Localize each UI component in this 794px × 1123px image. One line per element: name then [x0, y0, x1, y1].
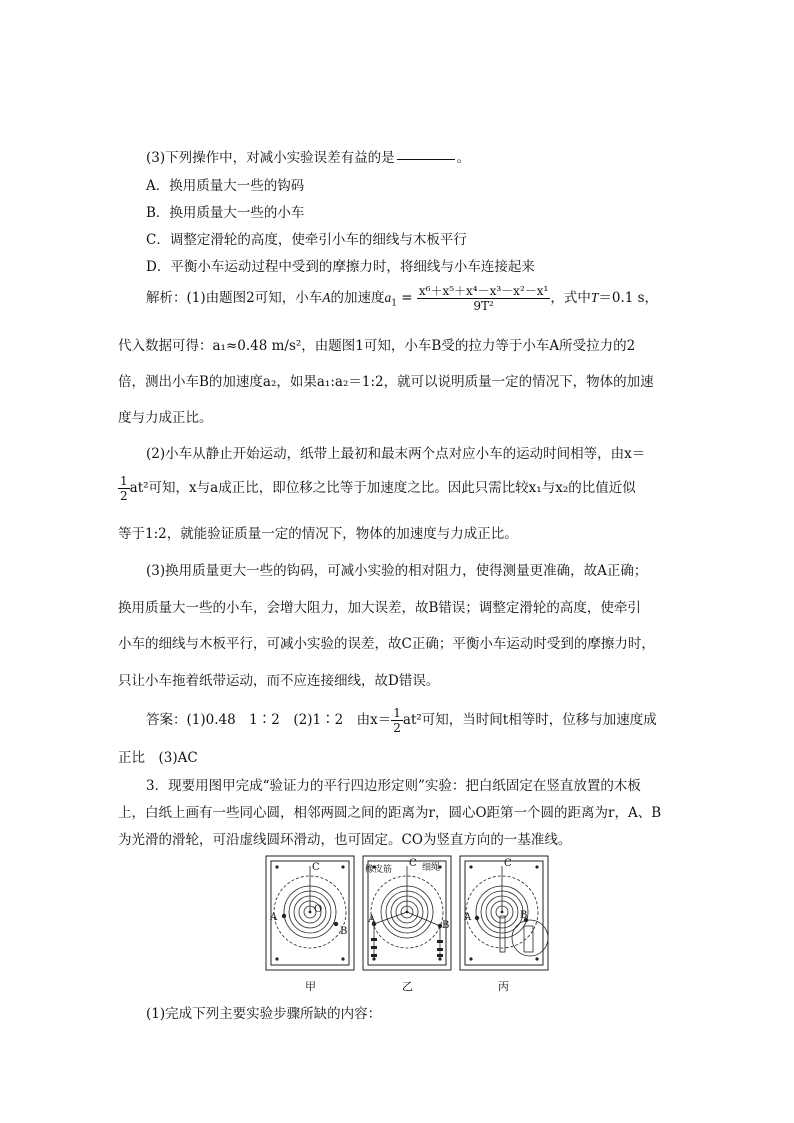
caption-bing: 丙: [498, 980, 509, 993]
analysis-line-8: (3)换用质量更大一些的钩码，可减小实验的相对阻力，使得测量更准确，故A正确；: [146, 563, 648, 579]
fig-label-A-bing: A: [464, 912, 472, 923]
q4-line-1: 3．现要用图甲完成“验证力的平行四边形定则”实验：把白纸固定在竖直放置的木板: [146, 778, 641, 794]
answer-line-2: 正比 (3)AC: [118, 750, 198, 766]
q4-line-3: 为光滑的滑轮，可沿虚线圆环滑动，也可固定。CO为竖直方向的一基准线。: [118, 832, 572, 848]
analysis-line-5: (2)小车从静止开始运动，纸带上最初和最末两个点对应小车的运动时间相等，由x＝: [146, 446, 646, 462]
fig-label-C-jia: C: [312, 862, 320, 873]
option-a: A．换用质量大一些的钩码: [146, 178, 305, 194]
answer-line-1: 答案：(1)0.48 1∶2 (2)1∶2 由x＝ $\frac{1}{2}$ at²可知，当时间t相等时，位移与加速度成: [146, 706, 657, 735]
q4-line-2: 上，白纸上画有一些同心圆，相邻两圆之间的距离为r，圆心O距第一个圆的距离为r，A、B: [118, 805, 662, 821]
fig-label-B-jia: B: [340, 926, 348, 937]
option-b: B．换用质量大一些的小车: [146, 205, 305, 221]
caption-yi: 乙: [402, 980, 413, 993]
fig-label-rope: 细绳: [422, 863, 441, 873]
fig-label-O-jia: O: [314, 904, 323, 915]
analysis-line-1: 解析：(1)由题图2可知，小车A的加速度$a_1$ = $\frac{\text{x⁶＋x⁵＋x⁴－x³－x²－x¹}}{\text{9T²}}$ ，式中T＝0.1 s，: [146, 284, 659, 313]
accel-formula: $\frac{\text{x⁶＋x⁵＋x⁴－x³－x²－x¹}}{\text{9T²}}$: [418, 284, 549, 313]
analysis-line-6: $\frac{1}{2}$ at²可知，x与a成正比，即位移之比等于加速度之比。因此只需比较x₁与x₂的比值近似: [120, 474, 636, 503]
option-c: C．调整定滑轮的高度，使牵引小车的细线与木板平行: [146, 232, 467, 248]
analysis-line-2: 代入数据可得：a₁≈0.48 m/s²，由题图1可知，小车B受的拉力等于小车A所受拉力的2: [118, 338, 636, 354]
fig-label-A-yi: A: [368, 914, 376, 925]
analysis-line-11: 只让小车拖着纸带运动，而不应连接细线，故D错误。: [118, 673, 440, 689]
q4-sub1: (1)完成下列主要实验步骤所缺的内容：: [146, 1006, 382, 1022]
fig-label-rubber: 橡皮筋: [365, 865, 393, 875]
option-d: D．平衡小车运动过程中受到的摩擦力时，将细线与小车连接起来: [146, 259, 535, 275]
figure-drawing: [264, 854, 556, 994]
fig-label-A-jia: A: [270, 912, 278, 923]
answer-blank: [397, 158, 455, 160]
q3-stem: (3)下列操作中，对减小实验误差有益的是 。: [146, 150, 471, 166]
fig-label-C-bing: C: [504, 858, 512, 869]
analysis-line-9: 换用质量大一些的小车，会增大阻力，加大误差，故B错误；调整定滑轮的高度，使牵引: [118, 600, 641, 616]
experiment-figure: [264, 854, 556, 994]
analysis-line-3: 倍，测出小车B的加速度a₂，如果a₁:a₂＝1:2，就可以说明质量一定的情况下，物体的加速: [118, 374, 654, 390]
caption-jia: 甲: [305, 980, 316, 993]
fig-label-B-bing: B: [520, 910, 528, 921]
analysis-line-4: 度与力成正比。: [118, 410, 213, 426]
fig-label-C-yi: C: [409, 858, 417, 869]
fig-label-B-yi: B: [442, 920, 450, 931]
analysis-line-10: 小车的细线与木板平行，可减小实验的误差，故C正确；平衡小车运动时受到的摩擦力时，: [118, 636, 655, 652]
analysis-line-7: 等于1:2，就能验证质量一定的情况下，物体的加速度与力成正比。: [118, 526, 518, 542]
